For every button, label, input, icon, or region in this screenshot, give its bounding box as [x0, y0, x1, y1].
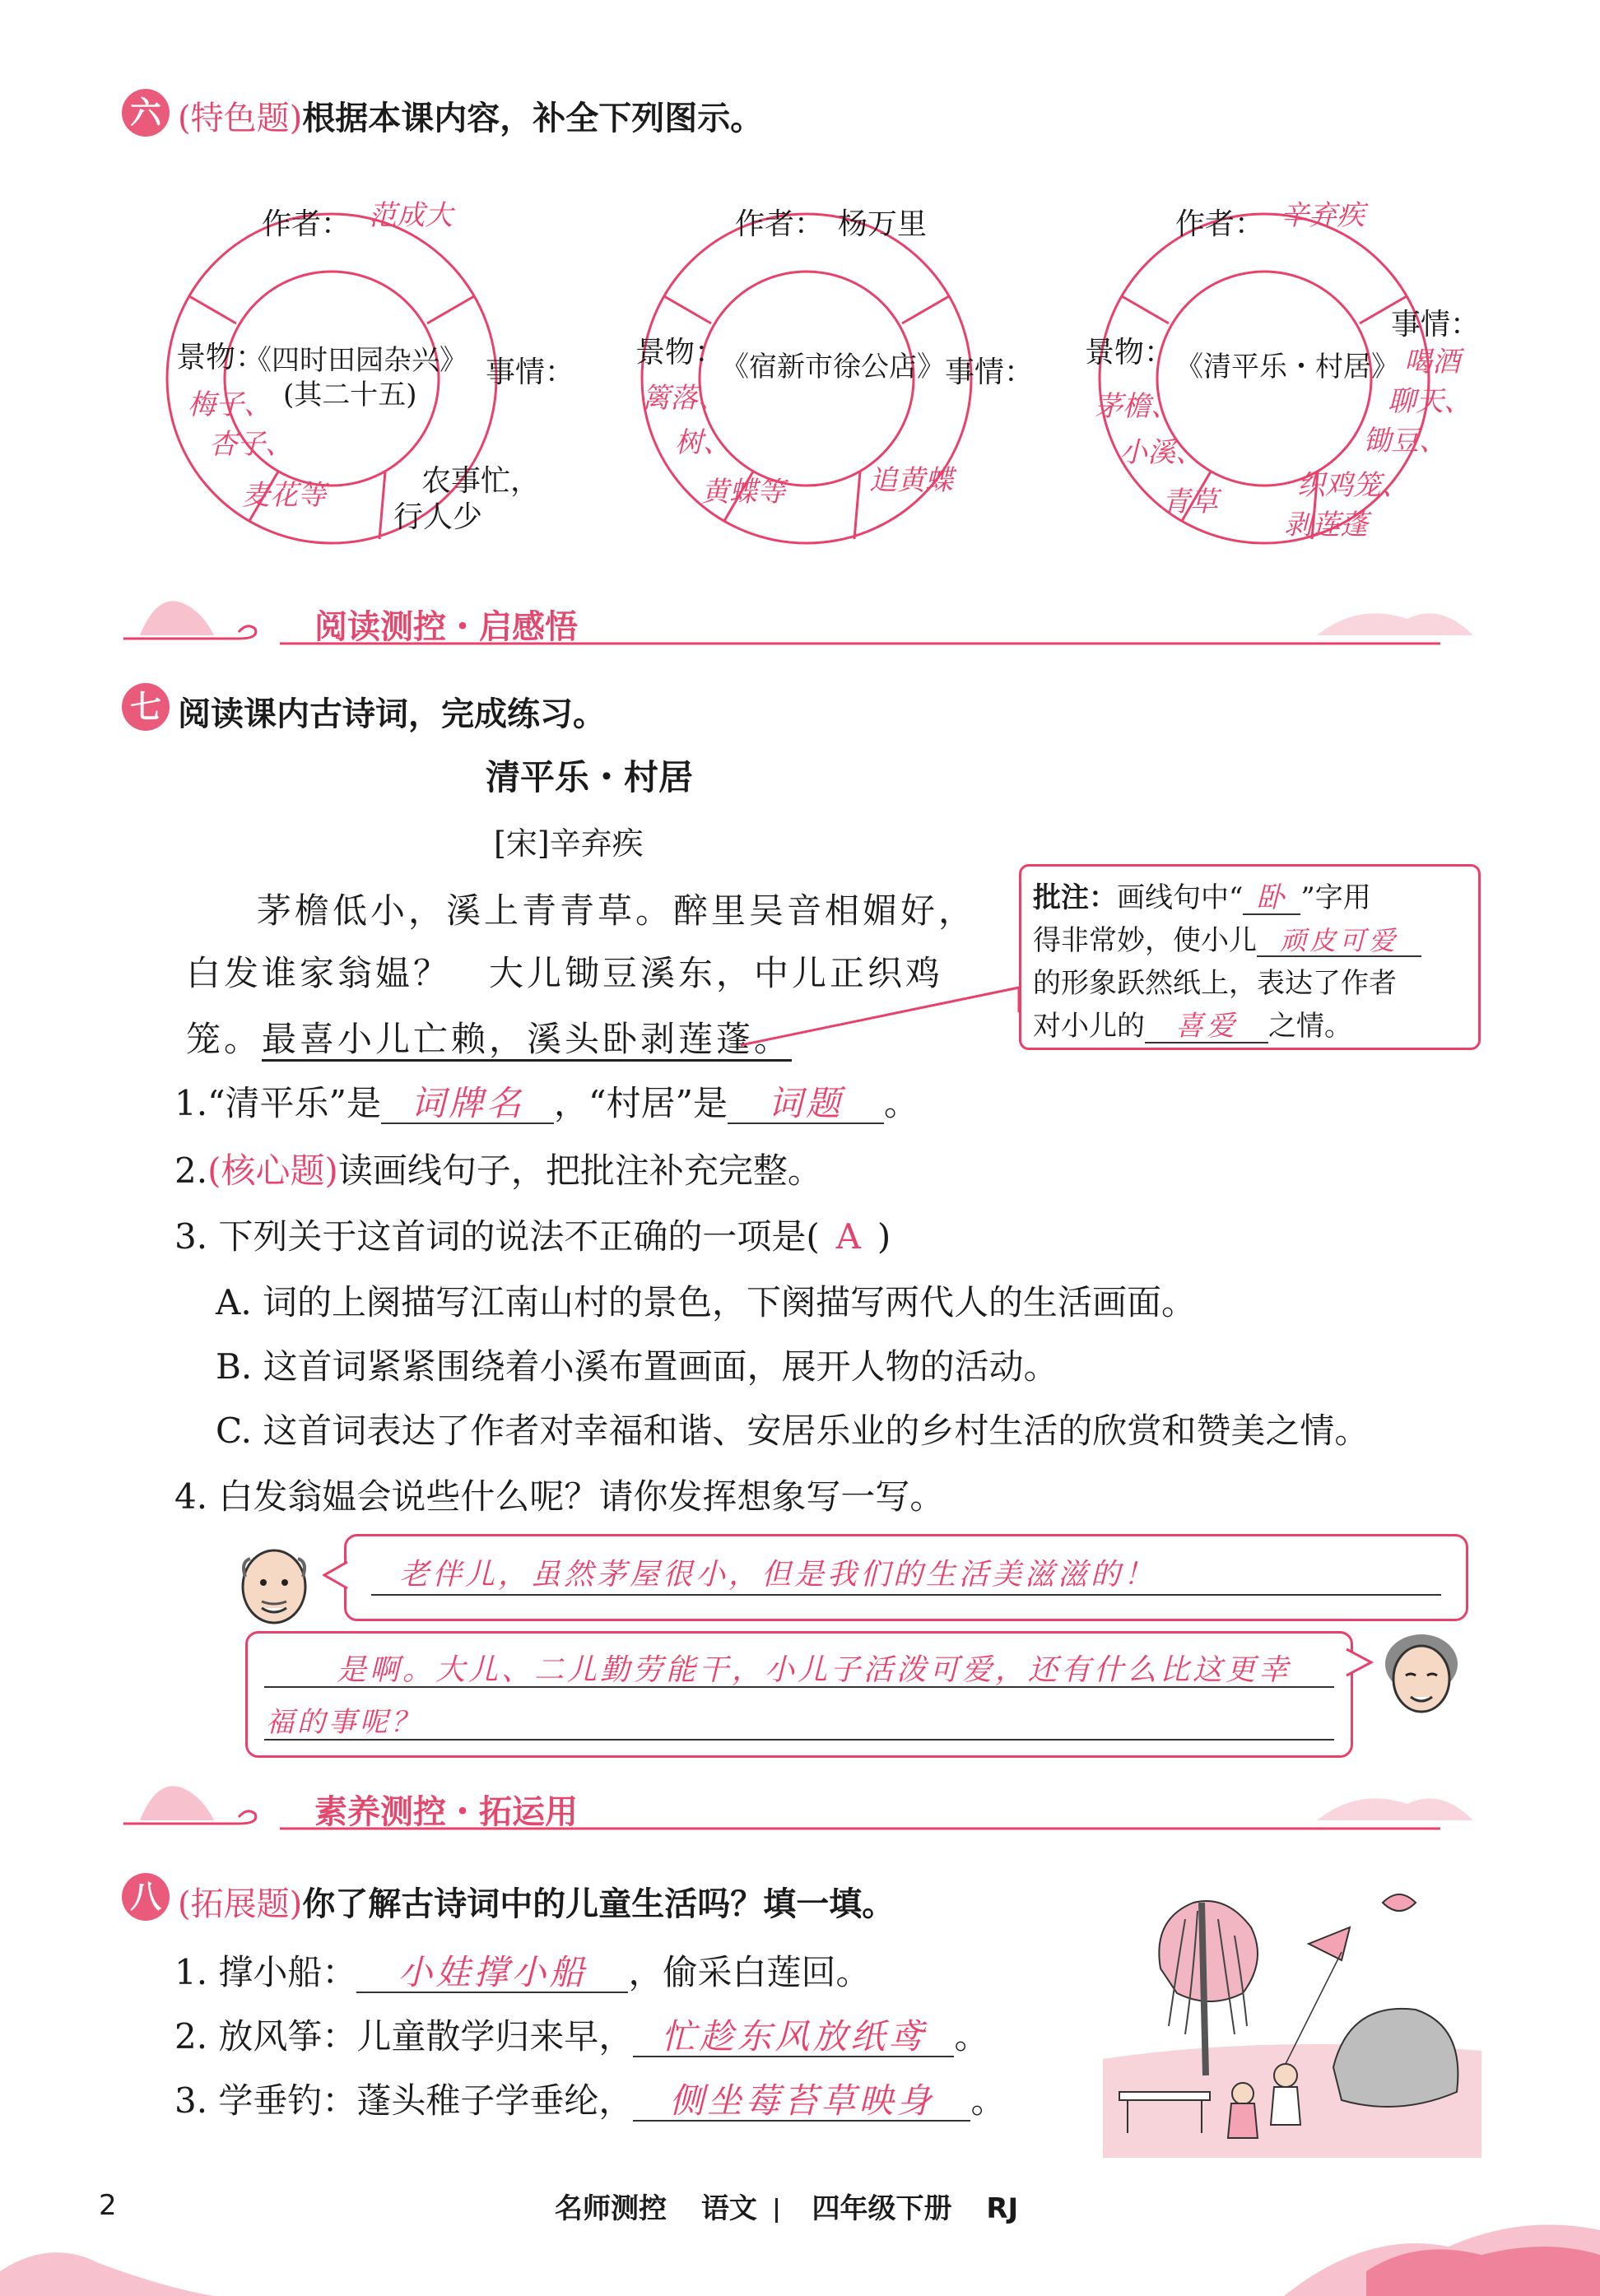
wheel-3-event-answer-2: 聊天、	[1388, 385, 1472, 418]
q7-item-1	[174, 1076, 919, 1126]
item-text: 2. 放风筝：儿童散学归来早，	[174, 2016, 634, 2057]
answer-line	[264, 1739, 1334, 1741]
speech-bubble-old-woman	[245, 1631, 1353, 1758]
annotation-answer-1: 卧	[1243, 883, 1300, 915]
wheel-3-event-answer-5: 剥莲蓬	[1284, 509, 1368, 541]
wheel-3-event-answer-3: 锄豆、	[1363, 425, 1447, 458]
q7-item-3	[174, 1210, 891, 1259]
q7-item-2	[174, 1144, 822, 1193]
old-man-speech: 老伴儿，虽然茅屋很小，但是我们的生活美滋滋的！	[399, 1558, 1157, 1592]
wheel-2-event-label: 事情：	[945, 356, 1035, 389]
annotation-line-1	[1033, 875, 1371, 915]
footer-edition: RJ	[986, 2192, 1019, 2225]
answer-choice: A	[835, 1216, 861, 1257]
wheel-2-scene-label: 景物：	[635, 336, 725, 369]
option-c: C. 这首词表达了作者对幸福和谐、安居乐业的乡村生活的欣赏和赞美之情。	[216, 1411, 1370, 1451]
annotation-text: 对小儿的	[1033, 1010, 1145, 1043]
speech-bubble-old-man	[344, 1534, 1468, 1621]
q7-item-4: 4. 白发翁媪会说些什么呢？请你发挥想象写一写。	[174, 1476, 945, 1517]
question-number-badge: 六	[122, 89, 170, 137]
wheel-2-event-answer: 追黄蝶	[869, 464, 953, 497]
wheel-1-center-subtitle: (其二十五)	[283, 379, 417, 411]
wheel-1-event-text-1: 农事忙，	[421, 464, 541, 498]
item-tag: (核心题)	[207, 1150, 338, 1191]
footer-separator	[775, 2198, 778, 2223]
q8-item-2	[174, 2010, 988, 2059]
poem-line-3	[186, 1012, 792, 1062]
wheel-3-center-title: 《清平乐・村居》	[1175, 351, 1399, 383]
wheel-3-scene-answer-2: 小溪、	[1119, 436, 1203, 469]
underlined-sentence: 最喜小儿亡赖，溪头卧剥莲蓬。	[262, 1019, 792, 1062]
annotation-label: 批注：	[1033, 881, 1117, 914]
section-title-reading: 阅读测控・启感悟	[314, 608, 578, 646]
wheel-1-scene-answer-2: 杏子、	[209, 428, 293, 461]
annotation-box	[1019, 864, 1481, 1050]
page-number: 2	[99, 2189, 117, 2222]
q8-item-1	[174, 1945, 870, 1995]
wheel-2-scene-answer-1: 篱落、	[642, 382, 726, 415]
annotation-answer-2: 顽皮可爱	[1257, 927, 1421, 957]
bubble-tail	[323, 1559, 349, 1592]
item-text: 1.“清平乐”是	[174, 1083, 382, 1123]
annotation-line-2	[1033, 918, 1421, 958]
option-a: A. 词的上阕描写江南山村的景色，下阕描写两代人的生活画面。	[216, 1282, 1197, 1322]
old-man-avatar	[229, 1537, 319, 1628]
answer-line	[264, 1686, 1334, 1688]
item-text: ，偷采白莲回。	[628, 1952, 871, 1992]
old-woman-speech-1: 是啊。大儿、二儿勤劳能干，小儿子活泼可爱，还有什么比这更幸	[337, 1653, 1292, 1687]
item-text: 读画线句子，把批注补充完整。	[337, 1150, 822, 1191]
wheel-1-event-label: 事情：	[486, 356, 575, 389]
item-text: 1. 撑小船：	[174, 1952, 357, 1992]
wheel-2-author-label: 作者：	[735, 207, 825, 241]
children-kite-illustration	[1103, 1870, 1481, 2158]
annotation-line-4	[1033, 1003, 1352, 1043]
wheel-1-author-answer: 范成大	[369, 199, 453, 232]
wheel-1-scene-answer-3: 麦花等	[242, 479, 326, 512]
q8-item-3	[174, 2074, 1005, 2123]
answer-blank: 侧坐莓苔草映身	[633, 2082, 970, 2122]
wheel-3-event-answer-4: 织鸡笼、	[1297, 469, 1409, 502]
wheel-1-scene-answer-1: 梅子、	[188, 388, 272, 421]
answer-blank: 小娃撑小船	[356, 1954, 628, 1993]
wheel-3-author-label: 作者：	[1175, 207, 1265, 241]
footer-brand: 名师测控	[555, 2192, 667, 2225]
answer-blank-1: 词牌名	[381, 1085, 554, 1124]
annotation-text: 画线句中“	[1117, 881, 1244, 914]
wheel-2-author-text: 杨万里	[838, 207, 928, 241]
wheel-1-scene-label: 景物：	[176, 341, 266, 374]
wheel-2-center-title: 《宿新市徐公店》	[721, 351, 945, 383]
note-connector	[741, 955, 1037, 1053]
question-text: 阅读课内古诗词，完成练习。	[178, 695, 606, 733]
item-text: ，“村居”是	[554, 1083, 728, 1123]
question-number-badge: 七	[122, 683, 170, 731]
question-tag: (特色题)	[178, 100, 303, 137]
wheel-3-event-answer-1: 喝酒	[1404, 346, 1460, 379]
poem-line-1: 茅檐低小，溪上青青草。醉里吴音相媚好，	[257, 890, 977, 931]
poem-line-3-start: 笼。	[186, 1019, 263, 1059]
poem-line-2: 白发谁家翁媪？ 大儿锄豆溪东，中儿正织鸡	[186, 953, 944, 993]
question-tag: (拓展题)	[178, 1885, 303, 1923]
annotation-answer-3: 喜爱	[1145, 1011, 1268, 1043]
wheel-3-event-label: 事情：	[1391, 308, 1481, 342]
old-woman-speech-2: 福的事呢？	[266, 1706, 422, 1739]
poem-title: 清平乐・村居	[486, 757, 694, 797]
question-heading	[178, 1878, 895, 1925]
wheel-2-scene-answer-2: 树、	[675, 426, 731, 459]
annotation-line-3: 的形象跃然纸上，表达了作者	[1033, 967, 1397, 1000]
footer-bar	[555, 2186, 1018, 2226]
annotation-text: ”字用	[1300, 881, 1371, 914]
wheel-3-scene-answer-3: 青草	[1162, 486, 1218, 518]
answer-blank: 忙趁东风放纸鸢	[633, 2018, 954, 2057]
annotation-text: 之情。	[1268, 1010, 1352, 1043]
footer-grade: 四年级下册	[812, 2192, 952, 2225]
wheel-3-scene-label: 景物：	[1085, 336, 1174, 369]
question-text: 你了解古诗词中的儿童生活吗？填一填。	[302, 1885, 895, 1923]
wheel-1-center-title: 《四时田园杂兴》	[244, 344, 467, 377]
item-text: 3. 学垂钓：蓬头稚子学垂纶，	[174, 2080, 634, 2121]
answer-blank-2: 词题	[728, 1085, 884, 1124]
question-text: 根据本课内容，补全下列图示。	[302, 100, 764, 137]
annotation-text: 得非常妙，使小儿	[1033, 924, 1257, 957]
bubble-tail	[1345, 1646, 1374, 1679]
item-text: )	[877, 1216, 891, 1257]
item-text: 3. 下列关于这首词的说法不正确的一项是(	[174, 1216, 820, 1257]
poem-author: [宋]辛弃疾	[494, 825, 644, 862]
section-title-literacy: 素养测控・拓运用	[314, 1793, 578, 1831]
item-text: 。	[883, 1083, 919, 1123]
item-text: 。	[970, 2080, 1006, 2121]
old-woman-avatar	[1376, 1628, 1467, 1718]
item-text: 。	[954, 2016, 989, 2057]
wheel-2-scene-answer-3: 黄蝶等	[701, 476, 785, 509]
wheel-1-author-label: 作者：	[262, 207, 351, 241]
wheel-1-event-text-2: 行人少	[393, 500, 483, 534]
answer-line	[371, 1594, 1441, 1596]
wheel-3-scene-answer-1: 茅檐、	[1095, 390, 1179, 423]
footer-subject: 语文	[700, 2192, 757, 2225]
option-b: B. 这首词紧紧围绕着小溪布置画面，展开人物的活动。	[216, 1346, 1058, 1387]
wheel-3-author-answer: 辛弃疾	[1281, 199, 1365, 232]
item-number: 2.	[174, 1150, 208, 1191]
question-number-badge: 八	[122, 1873, 170, 1921]
